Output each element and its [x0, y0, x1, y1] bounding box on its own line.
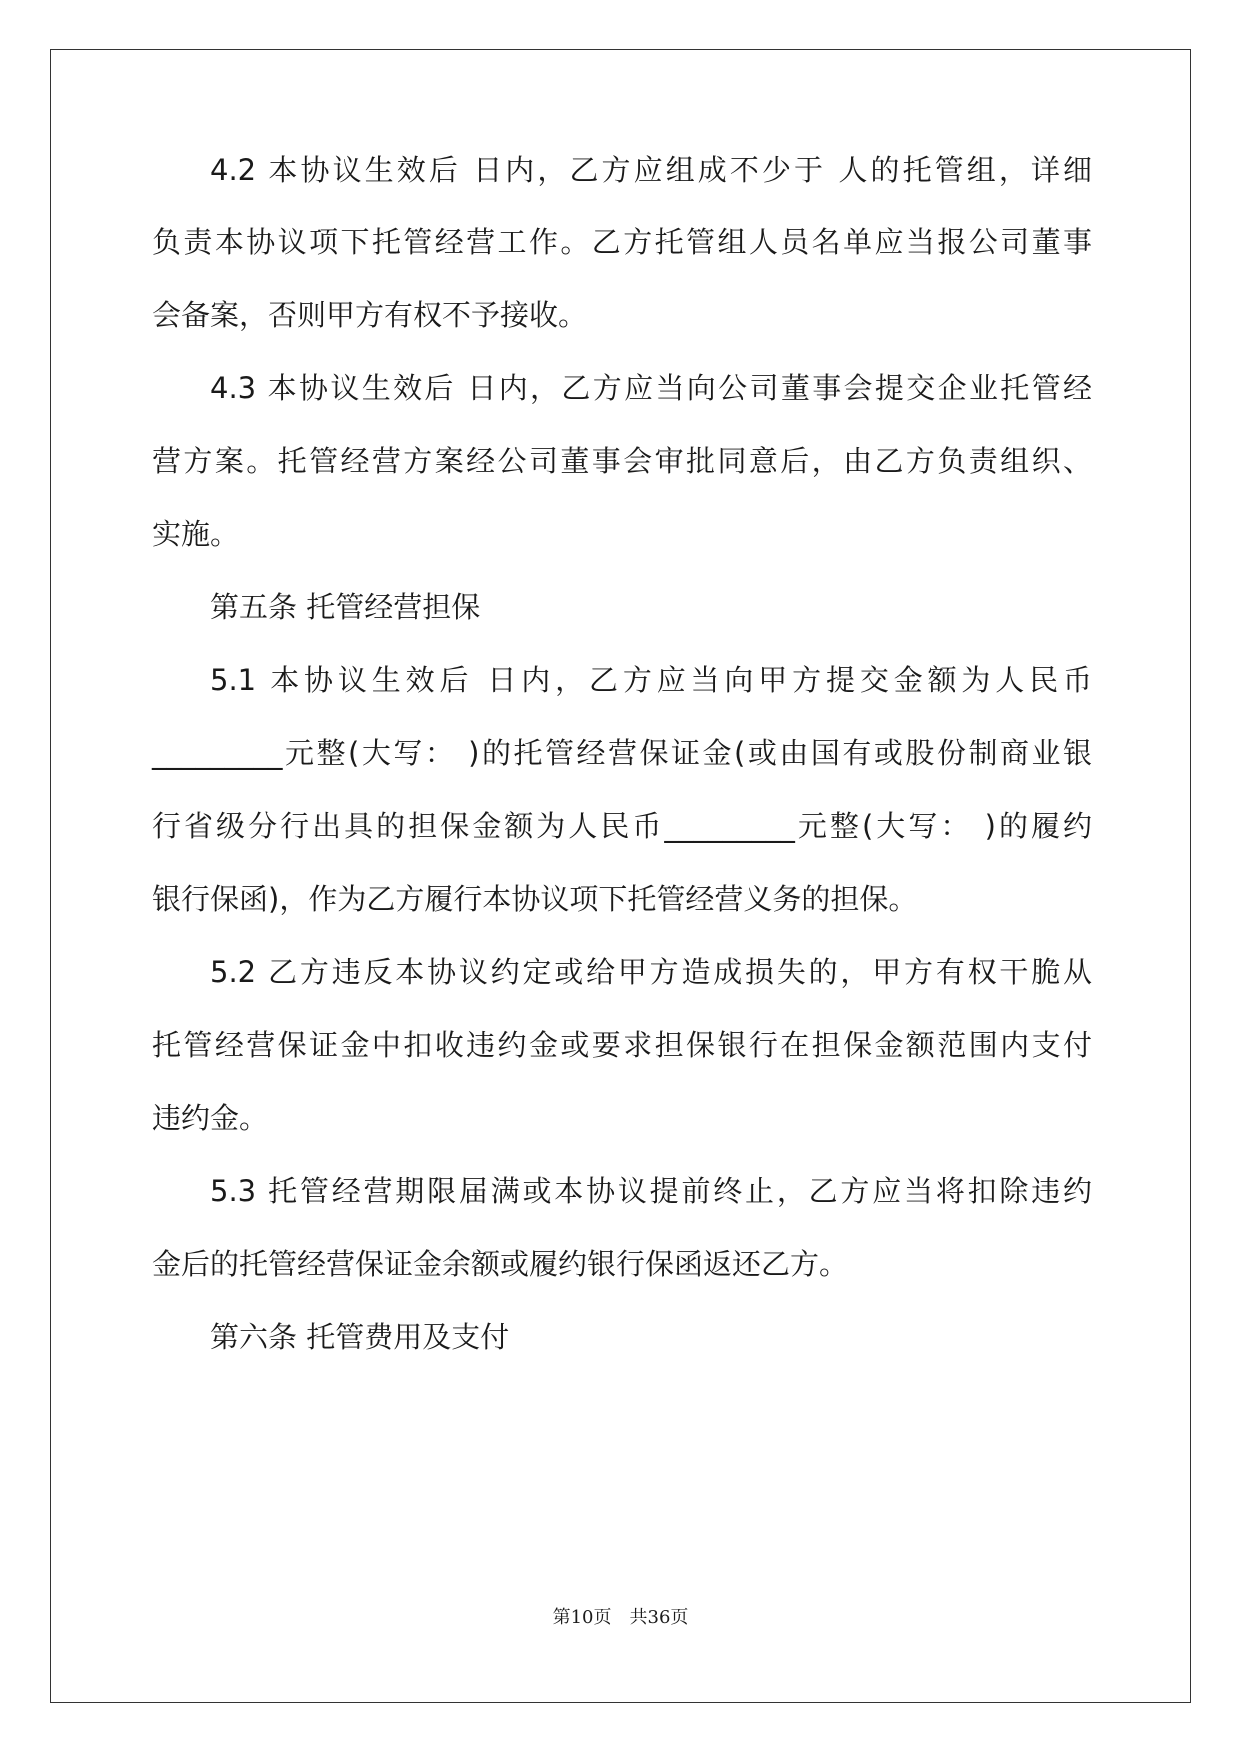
text-line: 金后的托管经营保证金余额或履约银行保函返还乙方。	[152, 1247, 849, 1281]
text-line: 违约金。	[152, 1101, 269, 1135]
text-line: 4.2 本协议生效后 日内，乙方应组成不少于 人的托管组，详细	[210, 153, 1092, 187]
section-heading: 第六条 托管费用及支付	[210, 1320, 510, 1354]
text-line: 4.3 本协议生效后 日内，乙方应当向公司董事会提交企业托管经	[210, 371, 1092, 405]
text-line: 5.1 本协议生效后 日内，乙方应当向甲方提交金额为人民币	[210, 663, 1092, 697]
text-line: 托管经营保证金中扣收违约金或要求担保银行在担保金额范围内支付	[152, 1028, 1092, 1062]
section-heading: 第五条 托管经营担保	[210, 590, 481, 624]
text-line: 5.3 托管经营期限届满或本协议提前终止，乙方应当将扣除违约	[210, 1174, 1092, 1208]
text-line: 负责本协议项下托管经营工作。乙方托管组人员名单应当报公司董事	[152, 225, 1092, 259]
page-number-footer: 第10页 共36页	[552, 1607, 689, 1628]
text-line: _________元整(大写： )的托管经营保证金(或由国有或股份制商业银	[152, 736, 1092, 770]
text-line: 银行保函)，作为乙方履行本协议项下托管经营义务的担保。	[152, 882, 918, 916]
text-line: 实施。	[152, 517, 240, 551]
text-line: 行省级分行出具的担保金额为人民币_________元整(大写： )的履约	[152, 809, 1092, 843]
text-line: 会备案，否则甲方有权不予接收。	[152, 298, 588, 332]
text-line: 5.2 乙方违反本协议约定或给甲方造成损失的，甲方有权干脆从	[210, 955, 1092, 989]
text-line: 营方案。托管经营方案经公司董事会审批同意后，由乙方负责组织、	[152, 444, 1092, 478]
